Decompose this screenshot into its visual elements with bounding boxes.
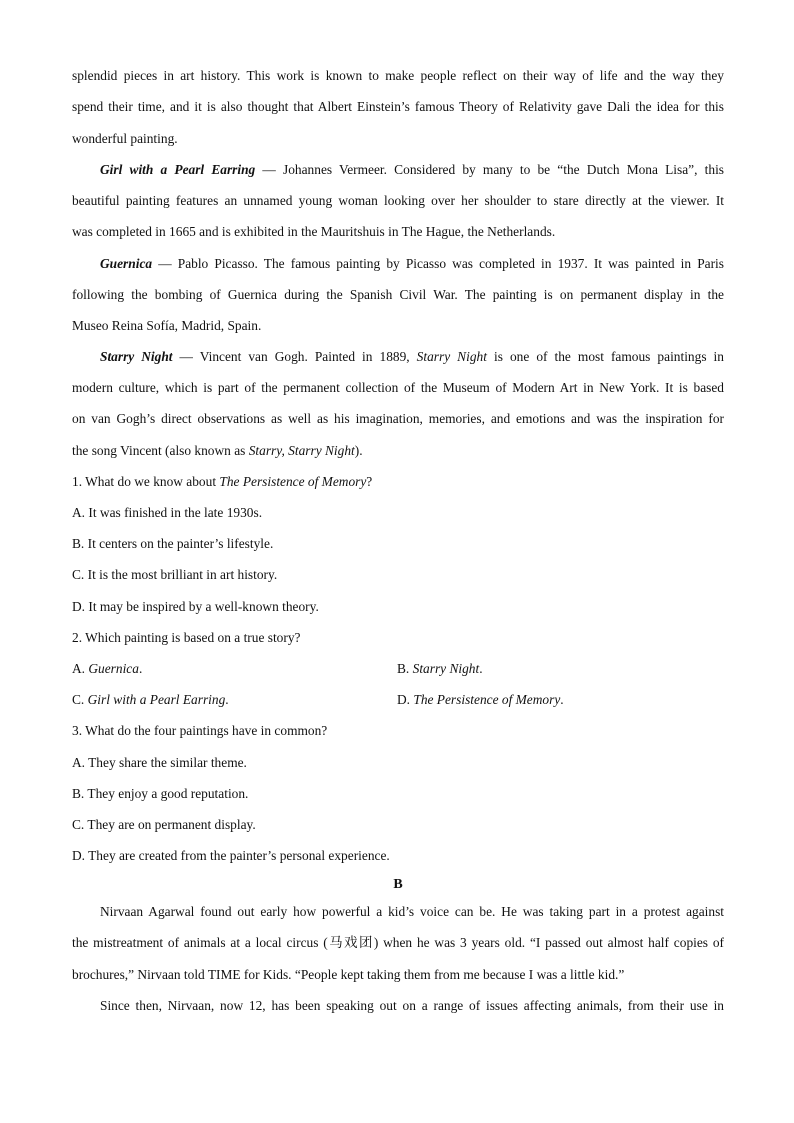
paragraph-line: on van Gogh’s direct observations as well as his imagination, memories, and emotions and was the inspiration for — [72, 411, 724, 426]
painting-title: Guernica — [100, 256, 153, 271]
paragraph-line: beautiful painting features an unnamed young woman looking over her shoulder to stare directly at the viewer. It — [72, 193, 724, 208]
question-1-option-d: D. It may be inspired by a well-known theory. — [72, 599, 319, 614]
paragraph-line: modern culture, which is part of the permanent collection of the Museum of Modern Art in New York. It is based — [72, 380, 724, 395]
question-1-option-c: C. It is the most brilliant in art history. — [72, 567, 278, 582]
question-1-option-b: B. It centers on the painter’s lifestyle. — [72, 536, 274, 551]
pearl-paragraph-first-line: Girl with a Pearl Earring — Johannes Vermeer. Considered by many to be “the Dutch Mona Lisa”, this — [100, 162, 724, 177]
question-2-option-d: D. The Persistence of Memory. — [397, 692, 564, 707]
question-3-option-b: B. They enjoy a good reputation. — [72, 786, 249, 801]
paragraph-line: the mistreatment of animals at a local circus (马戏团) when he was 3 years old. “I passed out almost half copies of — [72, 935, 724, 950]
guernica-paragraph-first-line: Guernica — Pablo Picasso. The famous painting by Picasso was completed in 1937. It was painted in Paris — [100, 256, 724, 271]
paragraph-line: spend their time, and it is also thought that Albert Einstein’s famous Theory of Relativity gave Dali the idea for this — [72, 99, 724, 114]
section-b-heading: B — [393, 877, 403, 892]
question-2-option-c: C. Girl with a Pearl Earring. — [72, 692, 229, 707]
question-1-option-a: A. It was finished in the late 1930s. — [72, 505, 263, 520]
paragraph-line: Since then, Nirvaan, now 12, has been speaking out on a range of issues affecting animals, from their use in — [100, 998, 724, 1013]
paragraph-line: splendid pieces in art history. This work is known to make people reflect on their way of life and the way they — [72, 68, 724, 83]
paragraph-line: Museo Reina Sofía, Madrid, Spain. — [72, 318, 262, 333]
question-1-stem: 1. What do we know about The Persistence of Memory? — [72, 474, 373, 489]
question-3-stem: 3. What do the four paintings have in common? — [72, 723, 328, 738]
question-3-option-d: D. They are created from the painter’s personal experience. — [72, 848, 390, 863]
paragraph-line: wonderful painting. — [72, 131, 178, 146]
question-2-option-b: B. Starry Night. — [397, 661, 483, 676]
paragraph-line: Nirvaan Agarwal found out early how powerful a kid’s voice can be. He was taking part in a protest against — [100, 904, 724, 919]
painting-title: Girl with a Pearl Earring — [100, 162, 256, 177]
paragraph-line: was completed in 1665 and is exhibited in the Mauritshuis in The Hague, the Netherlands. — [72, 224, 556, 239]
starry-paragraph-first-line: Starry Night — Vincent van Gogh. Painted in 1889, Starry Night is one of the most famous paintings in — [100, 349, 724, 364]
question-3-option-a: A. They share the similar theme. — [72, 755, 247, 770]
question-2-stem: 2. Which painting is based on a true story? — [72, 630, 301, 645]
question-3-option-c: C. They are on permanent display. — [72, 817, 256, 832]
question-2-option-a: A. Guernica. — [72, 661, 143, 676]
paragraph-line: brochures,” Nirvaan told TIME for Kids. “People kept taking them from me because I was a little kid.” — [72, 967, 625, 982]
paragraph-line: the song Vincent (also known as Starry, Starry Night). — [72, 443, 363, 458]
painting-title: Starry Night — [100, 349, 173, 364]
paragraph-line: following the bombing of Guernica during the Spanish Civil War. The painting is on permanent display in the — [72, 287, 724, 302]
